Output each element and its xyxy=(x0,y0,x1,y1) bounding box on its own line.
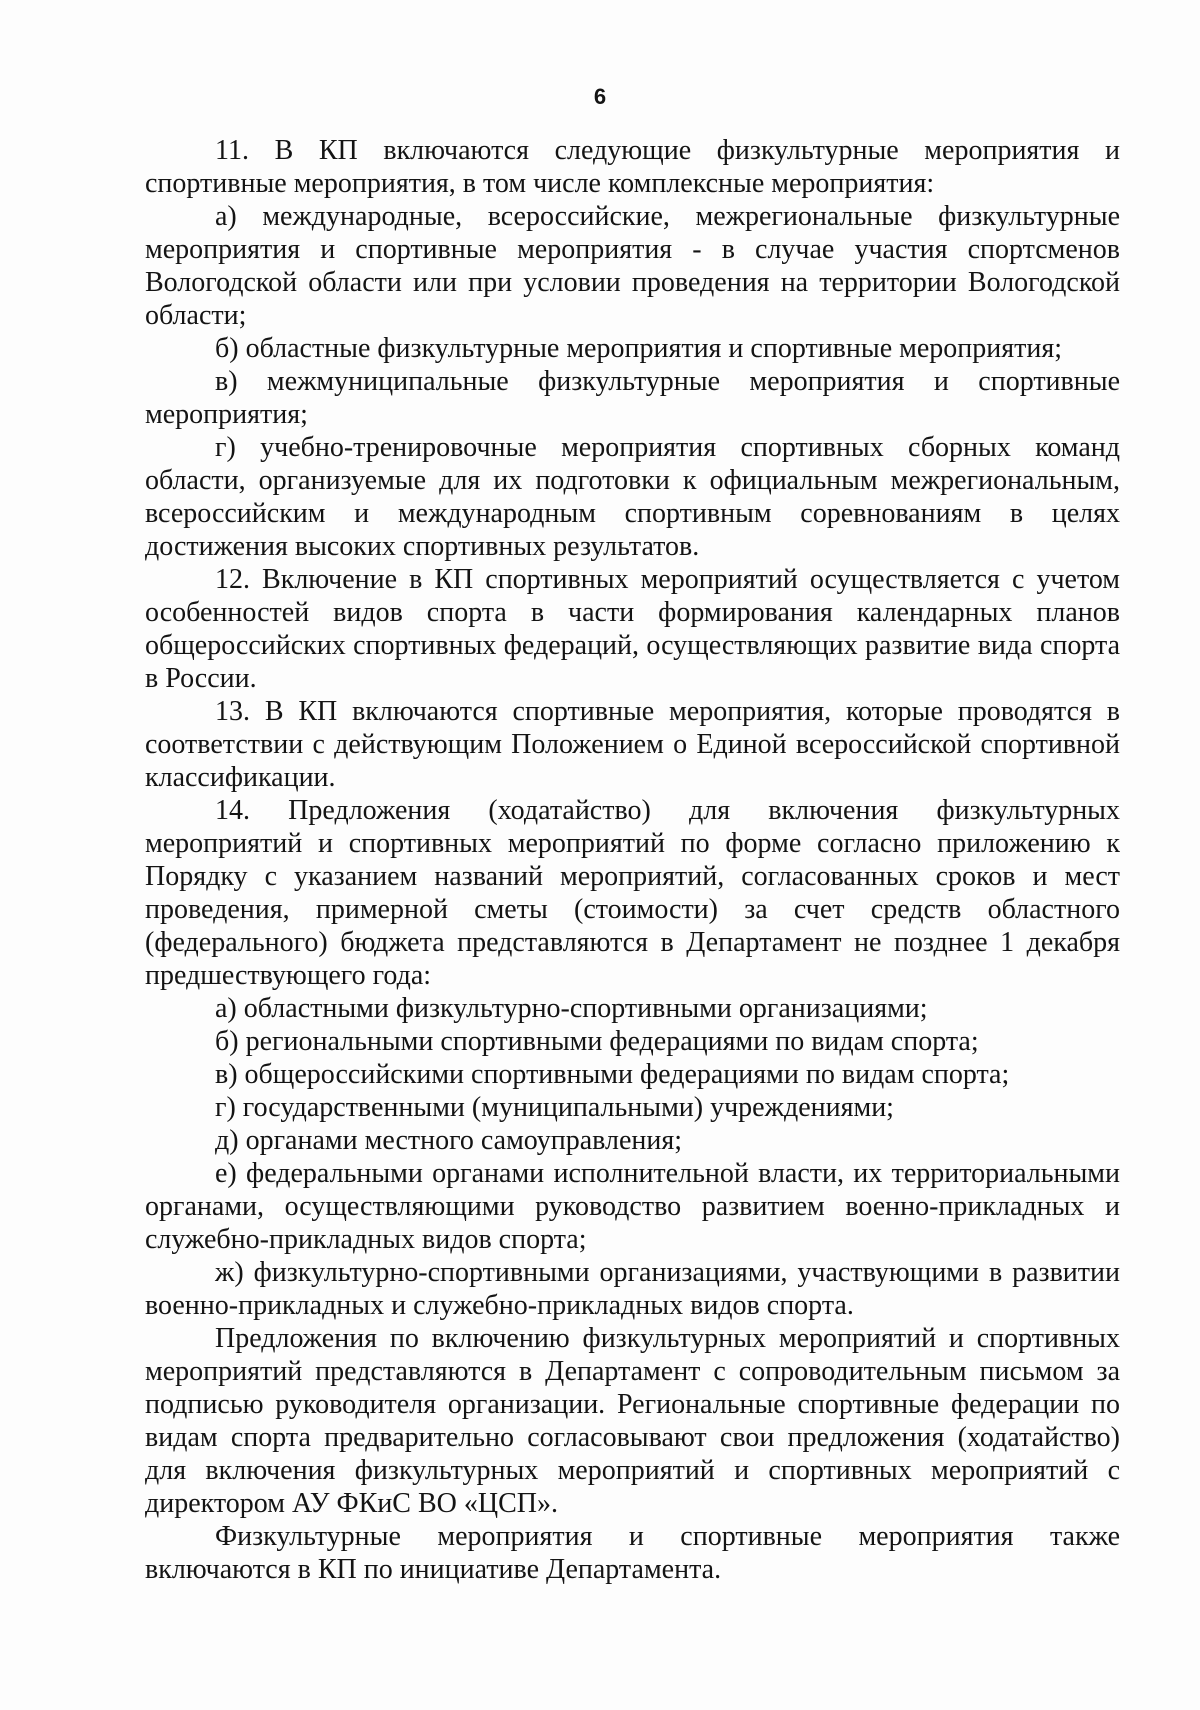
paragraph-13: 13. В КП включаются спортивные мероприятия, которые проводятся в соответствии с действующим Положением о Единой всероссийской спортивной классификации. xyxy=(145,696,1120,793)
paragraph-12: 12. Включение в КП спортивных мероприятий осуществляется с учетом особенностей видов спорта в части формирования календарных планов общероссийских спортивных федераций, осуществляющих развитие вида спорта в России. xyxy=(145,564,1120,694)
paragraph-14-zh: ж) физкультурно-спортивными организациями, участвующими в развитии военно-прикладных и служебно-прикладных видов спорта. xyxy=(145,1257,1120,1321)
paragraph-initiative: Физкультурные мероприятия и спортивные мероприятия также включаются в КП по инициативе Департамента. xyxy=(145,1521,1120,1585)
paragraph-14-b: б) региональными спортивными федерациями по видам спорта; xyxy=(215,1026,979,1057)
paragraph-14-a: а) областными физкультурно-спортивными организациями; xyxy=(215,993,928,1024)
paragraph-11-b: б) областные физкультурные мероприятия и спортивные мероприятия; xyxy=(215,333,1062,364)
paragraph-14: 14. Предложения (ходатайство) для включения физкультурных мероприятий и спортивных мероприятий по форме согласно приложению к Порядку с указанием названий мероприятий, согласованных сроков и мест проведения, примерной сметы (стоимости) за счет средств областного (федерального) бюджета представляются в Департамент не позднее 1 декабря предшествующего года: xyxy=(145,795,1120,991)
paragraph-14-e: е) федеральными органами исполнительной власти, их территориальными органами, осуществляющими руководство развитием военно-прикладных и служебно-прикладных видов спорта; xyxy=(145,1158,1120,1255)
paragraph-11-g: г) учебно-тренировочные мероприятия спортивных сборных команд области, организуемые для их подготовки к официальным межрегиональным, всероссийским и международным спортивным соревнованиям в целях достижения высоких спортивных результатов. xyxy=(145,432,1120,562)
page-number: 6 xyxy=(593,84,607,109)
paragraph-11: 11. В КП включаются следующие физкультурные мероприятия и спортивные мероприятия, в том числе комплексные мероприятия: xyxy=(145,135,1120,199)
paragraph-11-a: а) международные, всероссийские, межрегиональные физкультурные мероприятия и спортивные мероприятия - в случае участия спортсменов Вологодской области или при условии проведения на территории Вологодской области; xyxy=(145,201,1120,331)
paragraph-proposals: Предложения по включению физкультурных мероприятий и спортивных мероприятий представляются в Департамент с сопроводительным письмом за подписью руководителя организации. Региональные спортивные федерации по видам спорта предварительно согласовывают свои предложения (ходатайство) для включения физкультурных мероприятий и спортивных мероприятий с директором АУ ФКиС ВО «ЦСП». xyxy=(145,1323,1120,1519)
document-body xyxy=(145,134,1120,1586)
paragraph-14-v: в) общероссийскими спортивными федерациями по видам спорта; xyxy=(215,1059,1010,1090)
paragraph-14-g: г) государственными (муниципальными) учреждениями; xyxy=(215,1092,894,1123)
paragraph-14-d: д) органами местного самоуправления; xyxy=(215,1125,683,1156)
paragraph-11-v: в) межмуниципальные физкультурные мероприятия и спортивные мероприятия; xyxy=(145,366,1120,430)
